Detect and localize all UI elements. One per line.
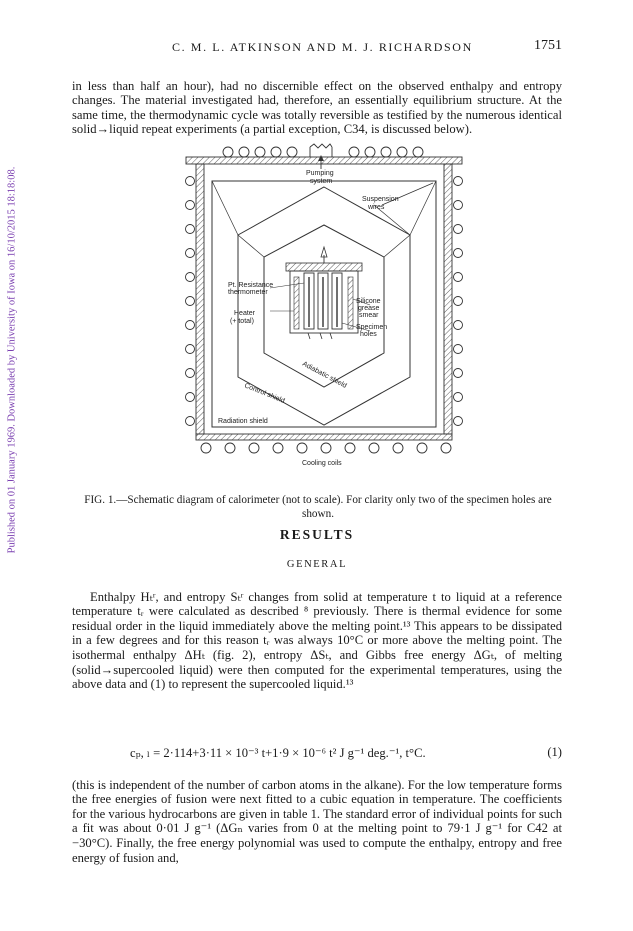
- calorimeter-diagram: [178, 143, 470, 471]
- top-coils: [223, 147, 423, 157]
- general-heading: GENERAL: [286, 559, 348, 570]
- running-header: [72, 40, 562, 60]
- label-heater: Heater: [234, 310, 256, 317]
- label-radiation-shield: Radiation shield: [218, 418, 268, 425]
- equation-number: (1): [547, 745, 562, 759]
- label-specimen: Specimen: [356, 324, 388, 331]
- label-suspension: Suspension: [362, 196, 399, 203]
- label-silicone: Silicone: [356, 298, 381, 305]
- paragraph-general: Enthalpy Hₜʳ, and entropy Sₜʳ changes from solid at temperature t to liquid at a reference temperature tᵣ were calculated as described ⁸ previously. There is thermal evidence for some residual order in the liquid immediately above the melting point.¹³ This appears to be dissipated in a few degrees and for this reason tᵣ was always 10°C or more above the melting point. The isothermal enthalpy ΔHₜ (fig. 2), entropy ΔSₜ, and Gibbs free energy ΔGₜ, of melting (solid→supercooled liquid) were then computed for the experimental temperatures, using the above data and (1) to represent the supercooled liquid.¹³: [72, 589, 562, 692]
- label-grease: grease: [358, 305, 380, 312]
- results-heading: RESULTS: [279, 527, 355, 542]
- label-pumping: Pumping: [306, 170, 334, 177]
- label-cooling-coils: Cooling coils: [302, 460, 342, 467]
- paragraph-intro: in less than half an hour), had no discernible effect on the observed enthalpy and entropy changes. The material investigated had, therefore, an essentially equilibrium structure. At the same time, the thermodynamic cycle was totally reversible as testified by the numerous identical solid→liquid repeat experiments (a partial exception, C34, is discussed below).: [72, 78, 562, 137]
- paragraph-continuation: (this is independent of the number of carbon atoms in the alkane). For the low temperature forms the free energies of fusion were next fitted to a cubic equation in temperature. The coefficients for the various hydrocarbons are given in table 1. The standard error of individual points for such a fit was about 0·01 J g⁻¹ (ΔGₙ varies from 0 at the melting point to 79·1 J g⁻¹ for C42 at −30°C). Finally, the free energy polynomial was used to compute the enthalpy, entropy and free energy of fusion and,: [72, 777, 562, 865]
- label-pt-resistance: Pt. Resistance: [228, 282, 274, 289]
- label-thermometer: thermometer: [228, 289, 268, 296]
- side-coils: [186, 177, 463, 426]
- label-holes: holes: [360, 331, 377, 338]
- label-wires: wires: [368, 204, 385, 211]
- label-system: system: [310, 178, 333, 185]
- equation-body: cₚ, ₗ = 2·114+3·11 × 10⁻³ t+1·9 × 10⁻⁶ t² J g⁻¹ deg.⁻¹, t°C.: [130, 746, 426, 760]
- label-control-shield: Control shield: [243, 382, 286, 405]
- download-watermark-text: Published on 01 January 1969. Downloaded by University of Iowa on 16/10/2015 18:18:08.: [6, 166, 18, 554]
- bottom-coils: [201, 443, 451, 453]
- label-total: (+ total): [230, 318, 254, 325]
- download-watermark: [2, 120, 22, 600]
- header-authors: C. M. L. ATKINSON AND M. J. RICHARDSON: [172, 40, 473, 54]
- calorimeter-figure: [178, 143, 470, 471]
- label-smear: smear: [359, 312, 379, 319]
- page-number: 1751: [534, 38, 562, 53]
- figure-caption: FIG. 1.—Schematic diagram of calorimeter (not to scale). For clarity only two of the specimen holes are shown.: [84, 494, 552, 520]
- equation-1: [72, 745, 562, 763]
- label-adiabatic-shield: Adiabatic shield: [301, 360, 348, 390]
